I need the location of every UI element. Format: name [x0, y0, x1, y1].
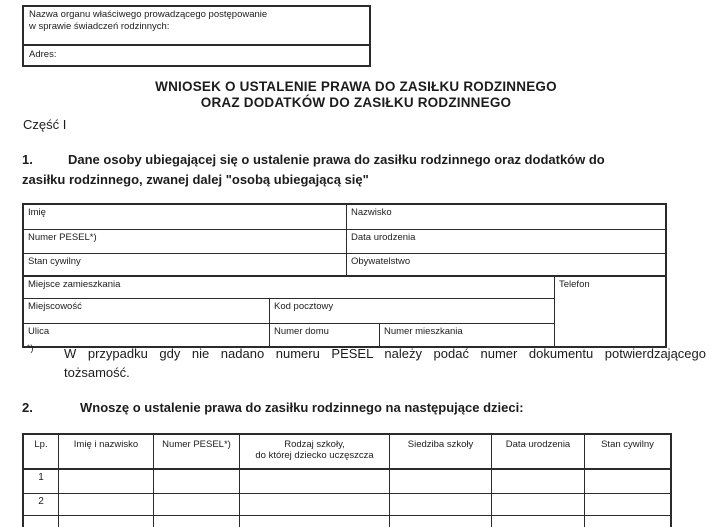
field-citizenship: Obywatelstwo [347, 254, 665, 277]
row-1-name-cell [59, 470, 154, 494]
row-1-number: 1 [24, 470, 59, 494]
field-birth-date: Data urodzenia [347, 230, 665, 254]
row-2-marital-status-cell [585, 494, 670, 516]
footnote-line1: W przypadku gdy nie nadano numeru PESEL należy podać numer dokumentu potwierdzającego [64, 346, 706, 361]
column-header-pesel: Numer PESEL*) [154, 435, 240, 470]
field-residence: Miejsce zamieszkania [24, 277, 555, 299]
footnote-line2: tożsamość. [64, 364, 130, 380]
authority-box [22, 5, 371, 67]
column-header-marital-status: Stan cywilny [585, 435, 670, 470]
column-header-school-type [240, 435, 390, 470]
row-3-school-seat-cell [390, 516, 492, 527]
row-2-name-cell [59, 494, 154, 516]
field-street: Ulica [24, 324, 270, 346]
row-3-pesel-cell [154, 516, 240, 527]
applicant-table [22, 203, 667, 348]
row-1-marital-status-cell [585, 470, 670, 494]
section-2-number: 2. [22, 400, 33, 415]
column-header-name: Imię i nazwisko [59, 435, 154, 470]
form-title [0, 79, 712, 111]
field-pesel: Numer PESEL*) [24, 230, 347, 254]
row-3-number [24, 516, 59, 527]
footnote-marker: *) [27, 343, 34, 353]
authority-name-label-line1: Nazwa organu właściwego prowadzącego postępowanie [29, 9, 268, 20]
row-3-name-cell [59, 516, 154, 527]
section-1-text-line1: Dane osoby ubiegającej się o ustalenie prawa do zasiłku rodzinnego oraz dodatków do [68, 152, 605, 167]
field-postal-code: Kod pocztowy [270, 299, 555, 324]
field-house-number: Numer domu [270, 324, 380, 346]
column-header-school-seat: Siedziba szkoły [390, 435, 492, 470]
children-table [22, 433, 672, 527]
column-header-lp: Lp. [24, 435, 59, 470]
row-2-number: 2 [24, 494, 59, 516]
section-1-heading-line1 [22, 150, 704, 170]
row-1-school-type-cell [240, 470, 390, 494]
row-1-pesel-cell [154, 470, 240, 494]
row-2-birth-date-cell [492, 494, 585, 516]
row-1-school-seat-cell [390, 470, 492, 494]
section-1-number: 1. [22, 152, 33, 167]
row-2-pesel-cell [154, 494, 240, 516]
section-1-heading [22, 150, 704, 190]
column-header-birth-date: Data urodzenia [492, 435, 585, 470]
row-3-school-type-cell [240, 516, 390, 527]
row-3-birth-date-cell [492, 516, 585, 527]
authority-address-field [24, 46, 369, 65]
row-2-school-type-cell [240, 494, 390, 516]
form-title-line2: ORAZ DODATKÓW DO ZASIŁKU RODZINNEGO [200, 95, 512, 110]
field-first-name: Imię [24, 205, 347, 230]
field-marital-status: Stan cywilny [24, 254, 347, 277]
footnote [64, 345, 706, 382]
row-1-birth-date-cell [492, 470, 585, 494]
field-phone: Telefon [559, 279, 590, 290]
section-2-text: Wnoszę o ustalenie prawa do zasiłku rodzinnego na następujące dzieci: [80, 400, 524, 415]
column-header-school-type-line1: Rodzaj szkoły, [284, 439, 345, 450]
row-2-school-seat-cell [390, 494, 492, 516]
field-city: Miejscowość [24, 299, 270, 324]
section-1-text-line2: zasiłku rodzinnego, zwanej dalej "osobą ubiegającą się" [22, 172, 369, 187]
authority-name-label-line2: w sprawie świadczeń rodzinnych: [29, 20, 170, 32]
authority-name-field [24, 7, 369, 46]
field-last-name: Nazwisko [347, 205, 665, 230]
field-apartment-number: Numer mieszkania [380, 324, 555, 346]
row-3-marital-status-cell [585, 516, 670, 527]
part-label: Część I [23, 117, 67, 132]
section-2-heading [22, 398, 704, 418]
authority-address-label: Adres: [29, 49, 57, 60]
column-header-school-type-line2: do której dziecko uczęszcza [255, 450, 374, 461]
form-title-line1: WNIOSEK O USTALENIE PRAWA DO ZASIŁKU RODZINNEGO [155, 79, 557, 94]
